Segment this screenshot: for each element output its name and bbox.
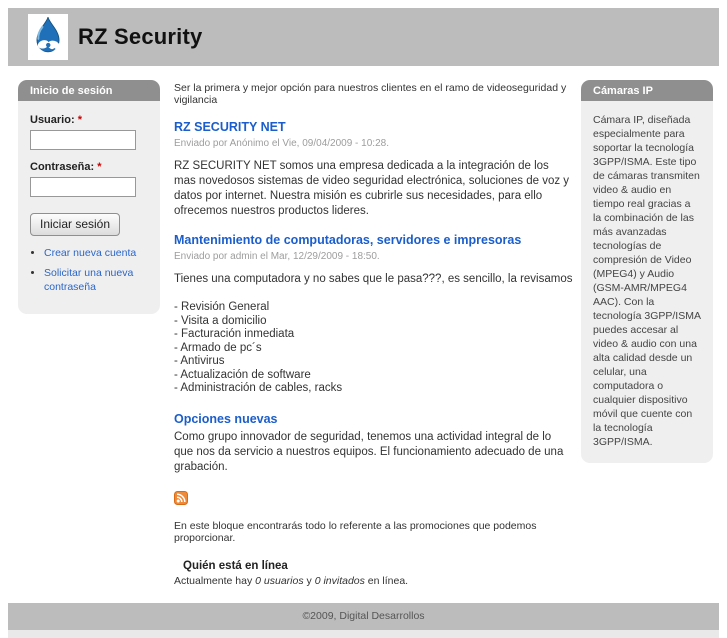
username-input[interactable] [30,130,136,150]
copyright-text: ©2009, Digital Desarrollos [302,610,425,622]
post-title-mantenimiento[interactable]: Mantenimiento de computadoras, servidores e impresoras [174,233,522,247]
site-footer [8,603,719,630]
login-block-title: Inicio de sesión [18,80,160,101]
promotions-note: En este bloque encontrarás todo lo referente a las promociones que podemos proporcionar. [174,519,537,544]
who-is-online-title: Quién está en línea [183,559,288,572]
list-item: - Administración de cables, racks [174,382,343,394]
rss-row [174,491,573,510]
list-item: - Revisión General [174,301,270,313]
post-body: Tienes una computadora y no sabes que le pasa???, es sencillo, la revisamos [174,273,573,285]
required-marker: * [77,114,82,126]
list-item: - Visita a domicilio [174,314,267,327]
password-label [30,160,148,174]
password-label-text: Contraseña: [30,161,95,173]
online-users-count: 0 usuarios [255,574,304,587]
request-password-link[interactable]: Solicitar una nueva contraseña [44,267,134,293]
drupal-drop-icon [31,15,65,60]
login-block-body [18,101,160,314]
post-title-rz-security-net[interactable]: RZ SECURITY NET [174,120,286,134]
main-content [174,80,573,587]
username-form-item [30,113,148,150]
list-item: - Facturación inmediata [174,328,295,340]
post-body: Como grupo innovador de seguridad, tenemos una actividad integral de lo que nos da servicio a nuestros equipos. El funcionamiento adecuado de una grabación. [174,430,564,473]
required-marker: * [97,161,102,173]
mission-statement: Ser la primera y mejor opción para nuestros clientes en el ramo de videoseguridad y vigilancia [174,82,567,106]
username-label-text: Usuario: [30,114,75,126]
who-is-online-text [174,575,573,587]
login-block [18,80,160,314]
site-logo[interactable] [28,14,68,60]
password-form-item [30,160,148,197]
login-links-list [44,246,148,294]
online-middle: y [303,574,315,587]
services-list [174,301,573,396]
online-guests-count: 0 invitados [314,574,365,587]
post-body: RZ SECURITY NET somos una empresa dedicada a la integración de los mas novedosos sistemas de video seguridad electrónica, soluciones de voz y datos por internet. Nuestra misión es cubrirle sus necesidades, para ello ofrecemos nuestros productos lideres. [174,160,570,217]
online-suffix: en línea. [364,574,409,587]
create-account-link[interactable]: Crear nueva cuenta [44,247,137,259]
list-item [44,246,148,260]
cameras-block [581,80,713,463]
list-item [44,266,148,294]
login-submit-button[interactable]: Iniciar sesión [30,213,120,236]
cameras-block-body: Cámara IP, diseñada especialmente para soportar la tecnología 3GPP/ISMA. Este tipo de cámaras transmiten video & audio en tiempo real gracias a la combinación de las más avanzadas tecnologías de compresión de Video (MPEG4) y Audio (GSM-AMR/MPEG4 AAC). Con la tecnología 3GPP/ISMA puedes accesar al video & audio con una alta calidad desde un celular, una computadora o cualquier dispositivo móvil que cuente con la tecnología 3GPP/ISMA. [581,101,713,463]
post-title-opciones-nuevas[interactable]: Opciones nuevas [174,411,278,426]
cameras-block-title: Cámaras IP [581,80,713,101]
list-item: - Armado de pc´s [174,341,262,354]
list-item: - Actualización de software [174,368,311,381]
site-header [8,8,719,66]
sidebar-left [18,80,160,314]
online-prefix: Actualmente hay [174,574,256,587]
site-title[interactable]: RZ Security [78,24,203,49]
page-wrapper [8,8,719,638]
username-label [30,113,148,127]
post-meta: Enviado por admin el Mar, 12/29/2009 - 18:50. [174,251,380,262]
post-meta: Enviado por Anónimo el Vie, 09/04/2009 - 10:28. [174,138,389,149]
rss-feed-icon[interactable] [174,491,188,510]
content-row [8,66,719,603]
password-input[interactable] [30,177,136,197]
list-item: - Antivirus [174,355,225,367]
sidebar-right [581,80,713,463]
